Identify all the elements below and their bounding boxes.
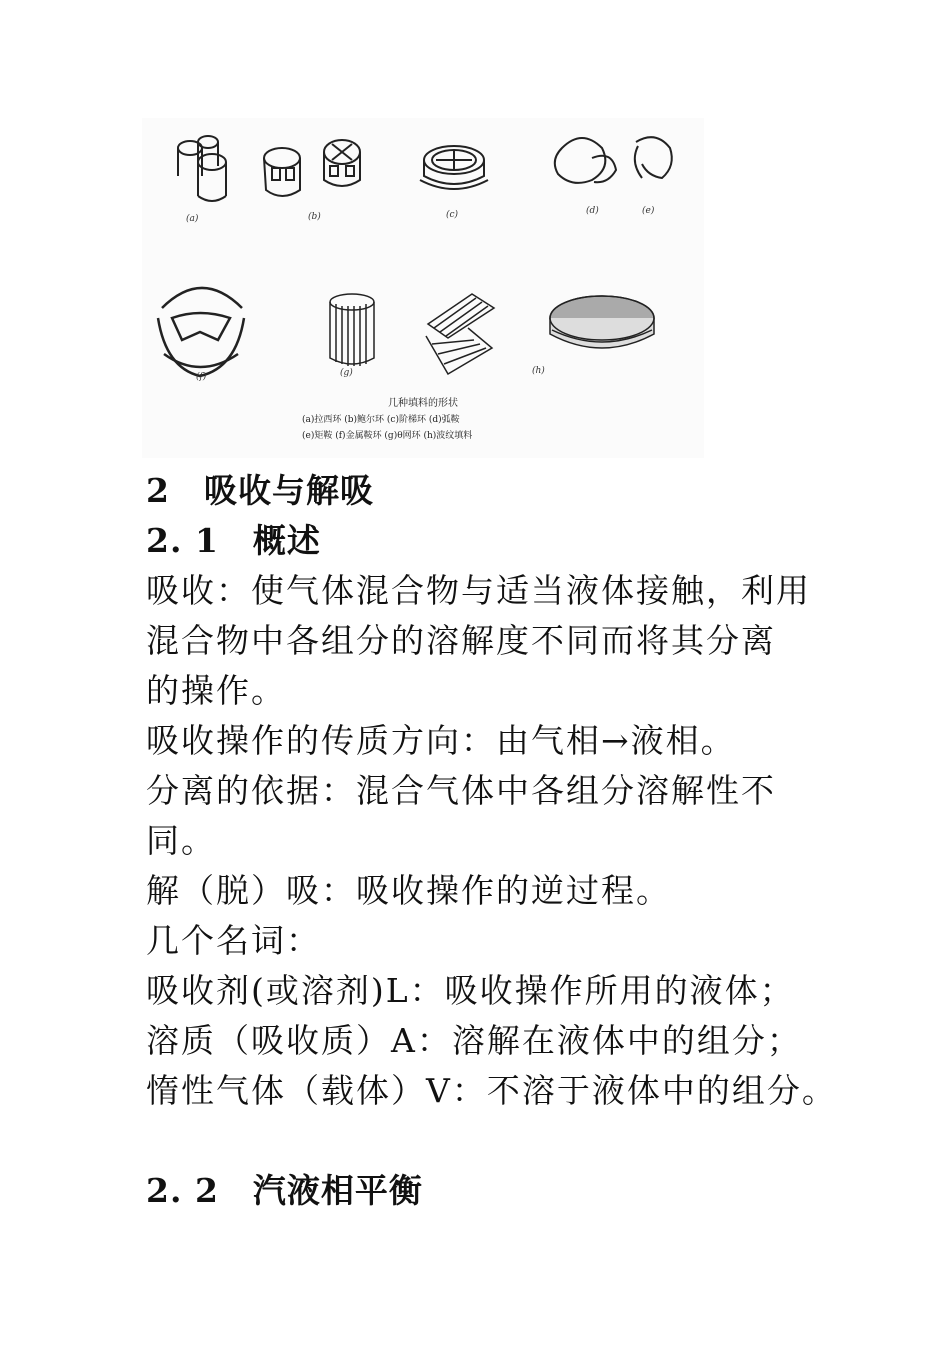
body-line: 分离的依据：混合气体中各组分溶解性不 <box>146 771 776 810</box>
body-line: 吸收：使气体混合物与适当液体接触，利用 <box>146 571 811 610</box>
cascade-ring-drawing <box>420 146 488 189</box>
label-e: (e) <box>642 206 655 216</box>
body-line: 惰性气体（载体）V：不溶于液体中的组分。 <box>146 1071 837 1110</box>
label-d: (d) <box>586 206 599 216</box>
label-b: (b) <box>308 212 321 222</box>
figure-legend-line-1: (a)拉西环 (b)鲍尔环 (c)阶梯环 (d)弧鞍 <box>302 415 460 425</box>
theta-mesh-ring-drawing <box>330 294 374 366</box>
body-line: 几个名词： <box>146 921 321 960</box>
packing-shapes-figure <box>142 118 704 458</box>
subsection-heading-vle: 2. 2 汽液相平衡 <box>146 1171 423 1210</box>
body-line: 同。 <box>146 821 216 860</box>
subsection-heading-overview: 2. 1 概述 <box>146 521 321 560</box>
label-c: (c) <box>446 210 459 220</box>
figure-legend-line-2: (e)矩鞍 (f)金属鞍环 (g)θ网环 (h)波纹填料 <box>302 431 473 441</box>
corrugated-sheet-drawing <box>426 294 494 374</box>
body-line: 解（脱）吸：吸收操作的逆过程。 <box>146 871 671 910</box>
metal-saddle-ring-drawing <box>158 288 244 376</box>
pall-ring-drawing <box>264 140 360 196</box>
label-g: (g) <box>340 368 353 378</box>
figure-caption: 几种填料的形状 <box>388 398 458 409</box>
body-line: 吸收操作的传质方向：由气相→液相。 <box>146 721 736 760</box>
body-line: 溶质（吸收质）A：溶解在液体中的组分； <box>146 1021 802 1060</box>
body-line: 混合物中各组分的溶解度不同而将其分离 <box>146 621 776 660</box>
saddle-drawing <box>555 137 672 183</box>
structured-packing-disk-drawing <box>550 296 654 348</box>
section-heading: 2 吸收与解吸 <box>146 471 374 510</box>
body-line: 的操作。 <box>146 671 286 710</box>
body-line: 吸收剂(或溶剂)L：吸收操作所用的液体； <box>146 971 795 1010</box>
label-f: (f) <box>196 372 207 382</box>
label-h: (h) <box>532 366 545 376</box>
raschig-ring-drawing <box>178 136 226 201</box>
label-a: (a) <box>186 214 199 224</box>
